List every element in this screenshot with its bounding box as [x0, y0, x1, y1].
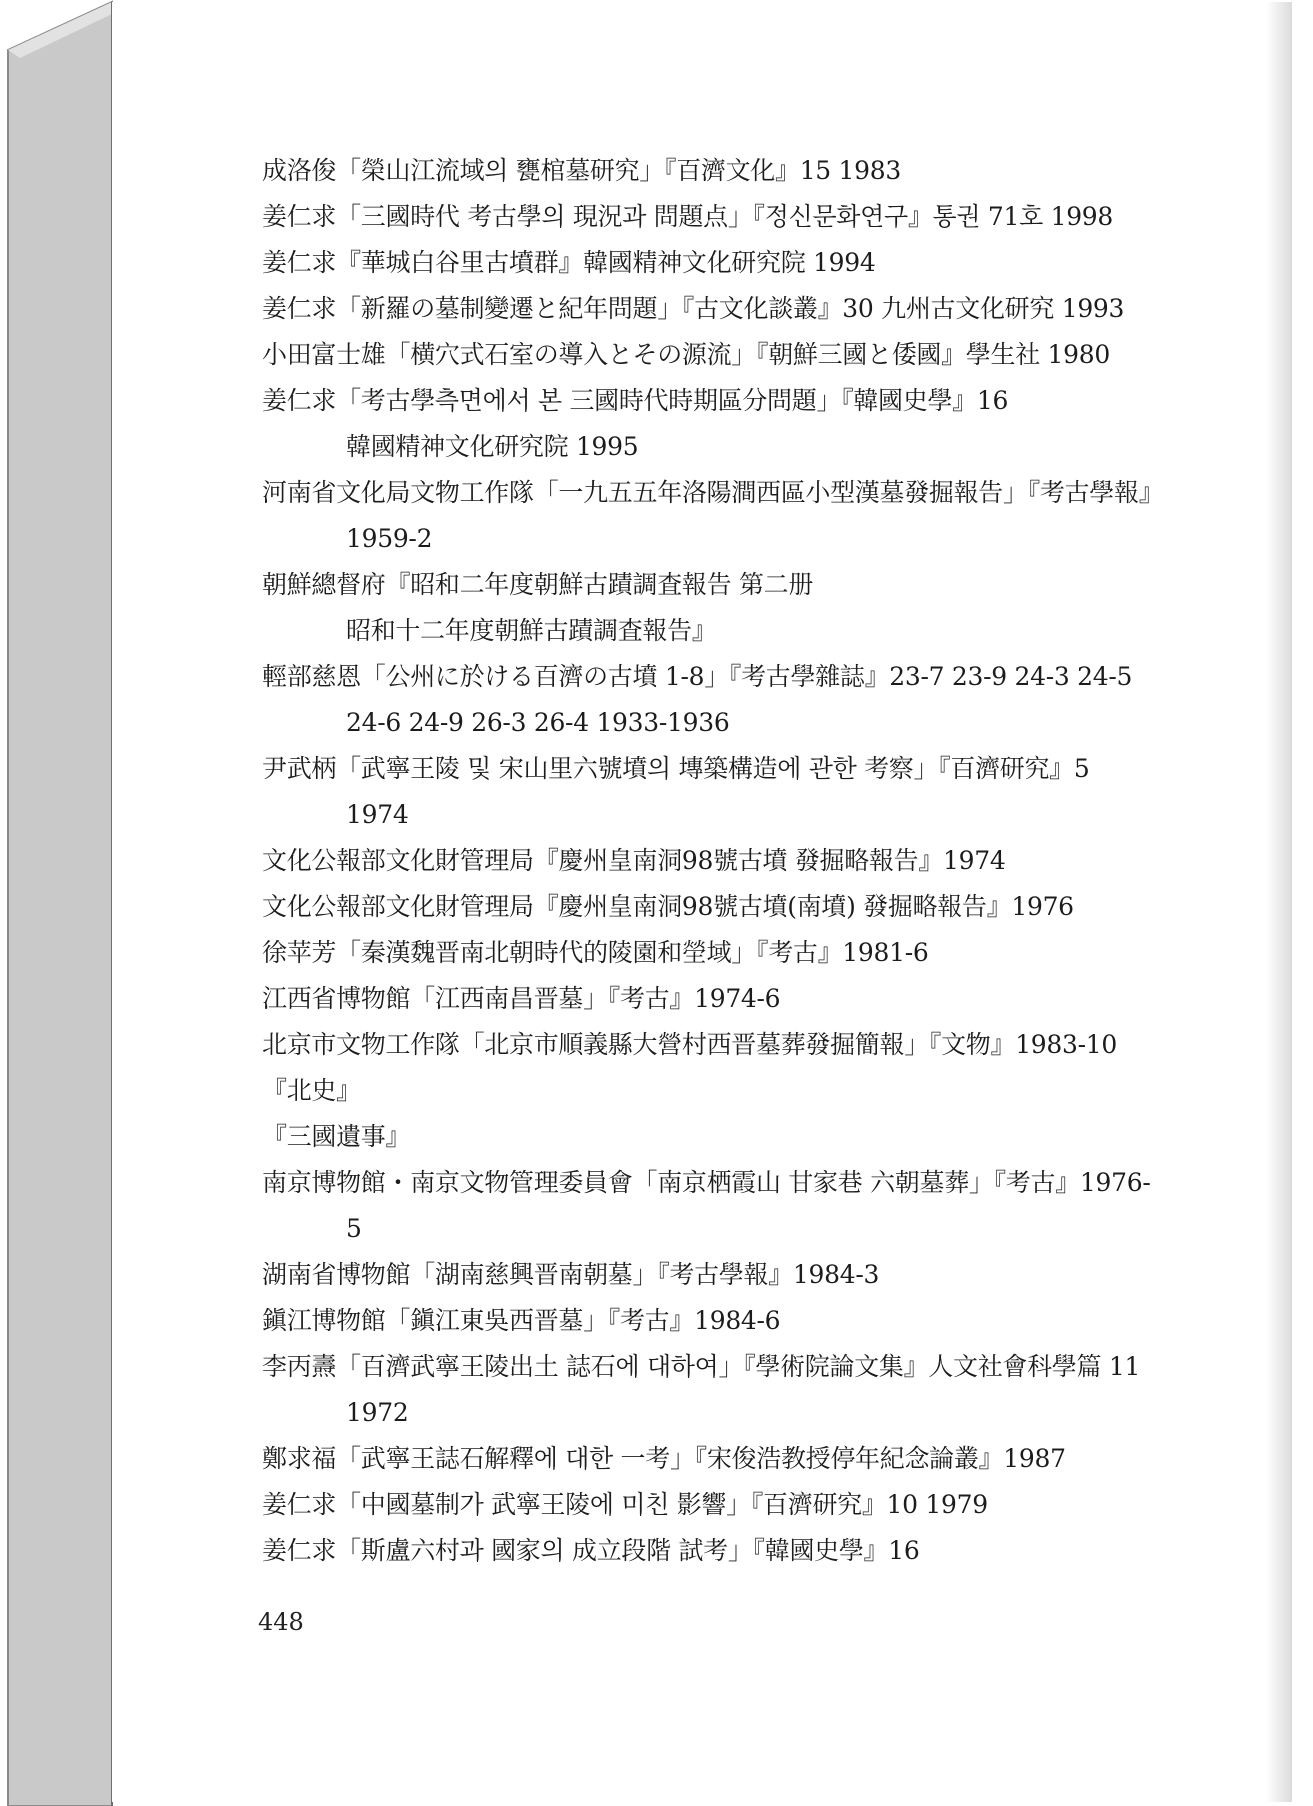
reference-list: [262, 148, 1152, 1574]
reference-item: 姜仁求『華城白谷里古墳群』韓國精神文化研究院 1994: [262, 248, 876, 277]
reference-item: 朝鮮總督府『昭和二年度朝鮮古蹟調査報告 第二册 昭和十二年度朝鮮古蹟調査報告』: [262, 570, 814, 645]
reference-item: 鎭江博物館「鎭江東吳西晋墓」『考古』1984-6: [262, 1306, 781, 1335]
reference-item: 姜仁求「中國墓制가 武寧王陵에 미친 影響」『百濟研究』10 1979: [262, 1490, 988, 1519]
reference-item: 『三國遺事』: [262, 1122, 411, 1151]
reference-item: 南京博物館・南京文物管理委員會「南京栖霞山 甘家巷 六朝墓葬」『考古』1976-5: [262, 1168, 1151, 1243]
reference-item: 北京市文物工作隊「北京市順義縣大營村西晋墓葬發掘簡報」『文物』1983-10: [262, 1030, 1117, 1059]
reference-item: 姜仁求「三國時代 考古學의 現況과 問題点」『정신문화연구』통권 71호 1998: [262, 202, 1114, 231]
reference-item: 姜仁求「考古學측면에서 본 三國時代時期區分問題」『韓國史學』16 韓國精神文化研究院 1995: [262, 386, 1009, 461]
reference-item: 輕部慈恩「公州に於ける百濟の古墳 1-8」『考古學雜誌』23-7 23-9 24-3 24-5 24-6 24-9 26-3 26-4 1933-1936: [262, 662, 1133, 737]
reference-item: 姜仁求「斯盧六村과 國家의 成立段階 試考」『韓國史學』16: [262, 1536, 920, 1565]
reference-item: 鄭求福「武寧王誌石解釋에 대한 一考」『宋俊浩教授停年紀念論叢』1987: [262, 1444, 1066, 1473]
reference-item: 江西省博物館「江西南昌晋墓」『考古』1974-6: [262, 984, 781, 1013]
reference-item: 小田富士雄「横穴式石室の導入とその源流」『朝鮮三國と倭國』學生社 1980: [262, 340, 1110, 369]
page-number: 448: [258, 1608, 304, 1636]
reference-item: 河南省文化局文物工作隊「一九五五年洛陽澗西區小型漢墓發掘報告」『考古學報』1959-2: [262, 478, 1151, 553]
reference-item: 成洛俊「榮山江流域의 甕棺墓研究」『百濟文化』15 1983: [262, 156, 901, 185]
reference-item: 尹武柄「武寧王陵 및 宋山里六號墳의 塼築構造에 관한 考察」『百濟研究』5 1974: [262, 754, 1090, 829]
reference-item: 李丙燾「百濟武寧王陵出土 誌石에 대하여」『學術院論文集』人文社會科學篇 11 1972: [262, 1352, 1141, 1427]
reference-item: 文化公報部文化財管理局『慶州皇南洞98號古墳 發掘略報告』1974: [262, 846, 1006, 875]
reference-item: 文化公報部文化財管理局『慶州皇南洞98號古墳(南墳) 發掘略報告』1976: [262, 892, 1074, 921]
page-edge-shadow: [1266, 2, 1292, 1802]
reference-item: 徐苹芳「秦漢魏晋南北朝時代的陵園和塋域」『考古』1981-6: [262, 938, 929, 967]
reference-item: 『北史』: [262, 1076, 361, 1105]
reference-item: 姜仁求「新羅の墓制變遷と紀年問題」『古文化談叢』30 九州古文化研究 1993: [262, 294, 1125, 323]
reference-item: 湖南省博物館「湖南慈興晋南朝墓」『考古學報』1984-3: [262, 1260, 880, 1289]
